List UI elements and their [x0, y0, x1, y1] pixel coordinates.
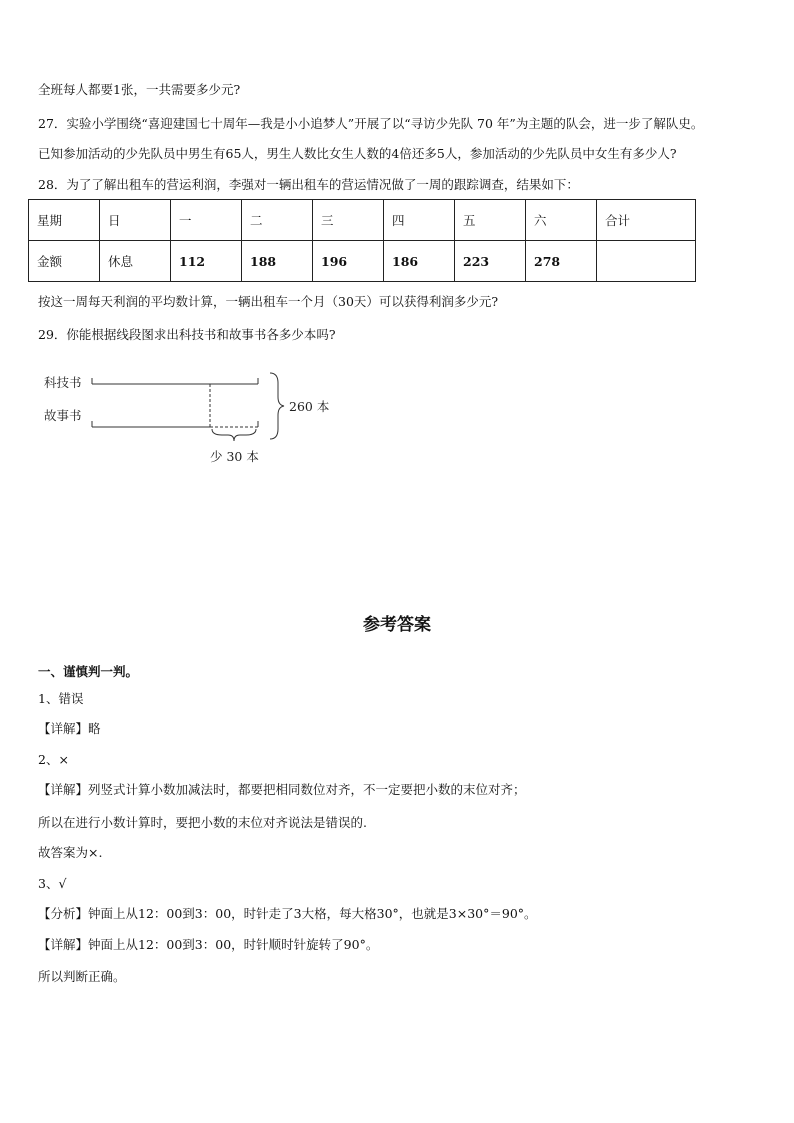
weekly-profit-table	[28, 199, 696, 282]
label-story-books: 故事书	[44, 408, 82, 423]
difference-label: 少 30 本	[210, 449, 259, 464]
question-28-line2: 按这一周每天利润的平均数计算，一辆出租车一个月（30天）可以获得利润多少元?	[38, 294, 499, 309]
question-27-line2: 已知参加活动的少先队员中男生有65人，男生人数比女生人数的4倍还多5人，参加活动的少先队员中女生有多少人?	[38, 146, 677, 161]
table-cell: 六	[526, 200, 597, 241]
table-cell: 休息	[100, 241, 171, 282]
table-cell: 188	[242, 241, 313, 282]
question-28: 28．为了了解出租车的营运利润，李强对一辆出租车的营运情况做了一周的跟踪调查，结果如下：	[38, 177, 579, 192]
answer-1-detail: 【详解】略	[38, 721, 101, 736]
table-row	[29, 200, 696, 241]
answer-2-detail: 【详解】列竖式计算小数加减法时，都要把相同数位对齐，不一定要把小数的末位对齐；	[38, 782, 526, 797]
question-27-line1: 27．实验小学围绕“喜迎建国七十周年—我是小小追梦人”开展了以“寻访少先队 70 年”为主题的队会，进一步了解队史。	[38, 116, 704, 131]
table-cell: 日	[100, 200, 171, 241]
section-heading: 一、谨慎判一判。	[38, 664, 139, 679]
table-cell: 186	[384, 241, 455, 282]
table-cell: 一	[171, 200, 242, 241]
table-cell: 112	[171, 241, 242, 282]
difference-brace	[212, 429, 256, 441]
table-cell: 合计	[597, 200, 696, 241]
answer-2-line2: 所以在进行小数计算时，要把小数的末位对齐说法是错误的.	[38, 815, 367, 830]
page-title: 参考答案	[363, 615, 431, 635]
table-cell: 三	[313, 200, 384, 241]
line-segment-diagram	[30, 365, 350, 475]
label-science-books: 科技书	[44, 375, 82, 390]
answer-3-analysis: 【分析】钟面上从12：00到3：00，时针走了3大格，每大格30°，也就是3×30°＝90°。	[38, 906, 537, 921]
table-cell: 223	[455, 241, 526, 282]
table-cell: 四	[384, 200, 455, 241]
table-cell: 196	[313, 241, 384, 282]
table-cell: 二	[242, 200, 313, 241]
total-brace	[270, 373, 284, 439]
answer-3-detail: 【详解】钟面上从12：00到3：00，时针顺时针旋转了90°。	[38, 937, 379, 952]
total-label: 260 本	[289, 399, 330, 414]
table-cell: 星期	[29, 200, 100, 241]
answer-2: 2、×	[38, 752, 69, 767]
table-cell: 金额	[29, 241, 100, 282]
answer-1: 1、错误	[38, 691, 84, 706]
table-cell: 278	[526, 241, 597, 282]
table-cell: 五	[455, 200, 526, 241]
answer-3: 3、√	[38, 876, 67, 891]
table-cell	[597, 241, 696, 282]
question-29: 29．你能根据线段图求出科技书和故事书各多少本吗?	[38, 327, 336, 342]
answer-3-line: 所以判断正确。	[38, 969, 126, 984]
text-line: 全班每人都要1张，一共需要多少元?	[38, 82, 241, 97]
table-row	[29, 241, 696, 282]
answer-2-line3: 故答案为×.	[38, 845, 103, 860]
